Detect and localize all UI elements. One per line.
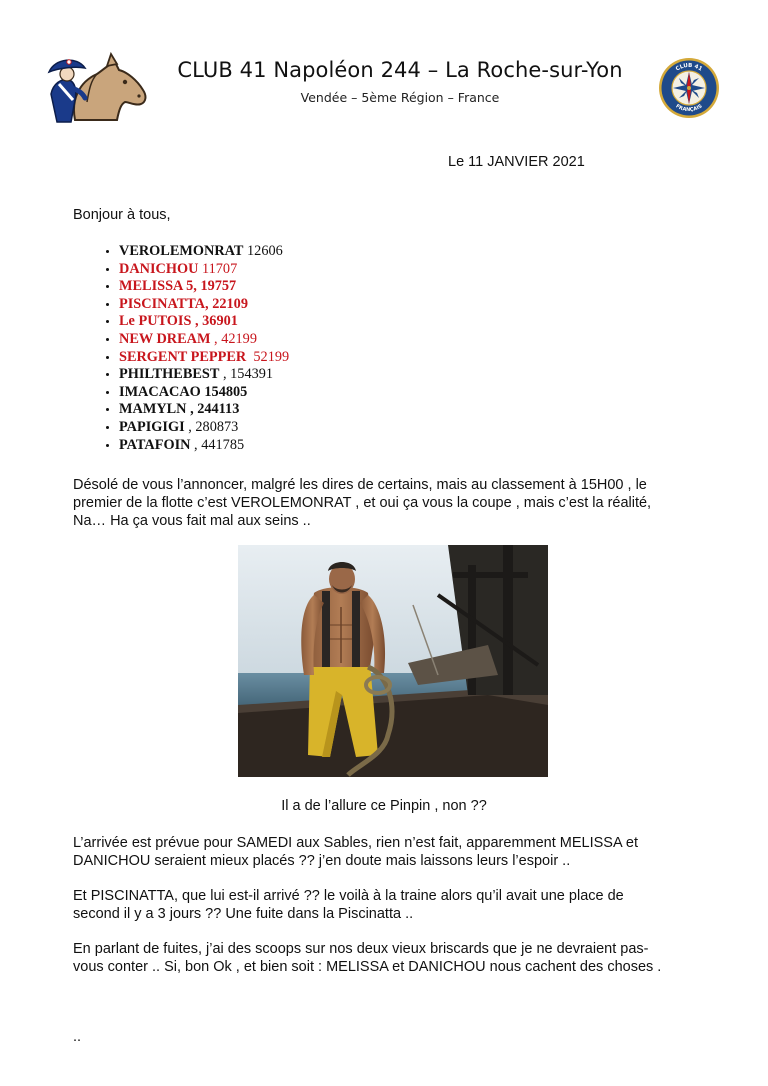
ranking-item bbox=[119, 437, 289, 455]
paragraph-line: En parlant de fuites, j’ai des scoops sur nos deux vieux briscards que je ne devraient pas- bbox=[73, 941, 649, 957]
boat-name: MAMYLN , bbox=[119, 401, 194, 418]
paragraph-line: DANICHOU seraient mieux placés ?? j’en doute mais laissons leurs l’espoir .. bbox=[73, 853, 571, 869]
separator: , bbox=[219, 366, 231, 383]
badge-top-text: CLUB 41 bbox=[674, 62, 704, 73]
ranking-item bbox=[119, 261, 289, 279]
boat-rank-value: 42199 bbox=[221, 330, 257, 347]
ranking-item bbox=[119, 278, 289, 296]
club-title: CLUB 41 Napoléon 244 – La Roche-sur-Yon bbox=[177, 58, 623, 82]
boat-name: PISCINATTA, bbox=[119, 295, 209, 312]
ranking-list bbox=[95, 243, 289, 454]
boat-name: Le PUTOIS , bbox=[119, 313, 199, 330]
ranking-item bbox=[119, 313, 289, 331]
boat-rank-value: 154805 bbox=[204, 383, 248, 400]
fisherman-photo bbox=[238, 545, 548, 777]
boat-rank-value: 244113 bbox=[197, 401, 240, 418]
club-41-badge bbox=[658, 57, 720, 119]
boat-name: NEW DREAM bbox=[119, 330, 211, 347]
boat-rank-value: 11707 bbox=[202, 260, 238, 277]
boat-rank-value: 441785 bbox=[201, 436, 245, 453]
club-subtitle: Vendée – 5ème Région – France bbox=[300, 90, 500, 105]
boat-name: DANICHOU bbox=[119, 260, 199, 277]
boat-name: SERGENT PEPPER bbox=[119, 348, 247, 365]
paragraph-line: Désolé de vous l’annoncer, malgré les dires de certains, mais au classement à 15H00 , le bbox=[73, 477, 647, 493]
paragraph-line: L’arrivée est prévue pour SAMEDI aux Sables, rien n’est fait, apparemment MELISSA et bbox=[73, 835, 638, 851]
boat-rank-value: 154391 bbox=[230, 366, 274, 383]
boat-rank-value: 36901 bbox=[202, 313, 238, 330]
ranking-item bbox=[119, 296, 289, 314]
paragraph-line: premier de la flotte c’est VEROLEMONRAT , et oui ça vous la coupe , mais c’est la réalité, bbox=[73, 495, 652, 511]
napoleon-horse-logo bbox=[45, 50, 153, 130]
paragraph-ranking-comment bbox=[73, 476, 713, 530]
ranking-item bbox=[119, 243, 289, 261]
boat-name: PHILTHEBEST bbox=[119, 366, 220, 383]
paragraph-line: second il y a 3 jours ?? Une fuite dans la Piscinatta .. bbox=[73, 906, 414, 922]
separator: , bbox=[190, 436, 202, 453]
boat-rank-value: 52199 bbox=[253, 348, 290, 365]
boat-name: MELISSA 5, bbox=[119, 278, 197, 295]
badge-bottom-text: FRANÇAIS bbox=[674, 103, 704, 114]
boat-rank-value: 12606 bbox=[247, 243, 283, 259]
photo-caption: Il a de l’allure ce Pinpin , non ?? bbox=[281, 798, 487, 814]
paragraph-line: Na… Ha ça vous fait mal aux seins .. bbox=[73, 513, 311, 529]
paragraph-piscinatta bbox=[73, 887, 713, 923]
paragraph-leaks bbox=[73, 940, 713, 976]
ranking-item bbox=[119, 331, 289, 349]
boat-name: VEROLEMONRAT bbox=[119, 243, 244, 259]
letter-date: Le 11 JANVIER 2021 bbox=[448, 154, 585, 170]
ranking-item bbox=[119, 366, 289, 384]
ranking-item bbox=[119, 401, 289, 419]
boat-name: IMACACAO bbox=[119, 383, 201, 400]
ranking-item bbox=[119, 419, 289, 437]
greeting: Bonjour à tous, bbox=[73, 207, 171, 223]
separator: , bbox=[210, 330, 222, 347]
ranking-item bbox=[119, 384, 289, 402]
trailing-dots: .. bbox=[73, 1029, 82, 1045]
boat-rank-value: 22109 bbox=[212, 295, 248, 312]
paragraph-line: Et PISCINATTA, que lui est-il arrivé ?? le voilà à la traine alors qu’il avait une place de bbox=[73, 888, 624, 904]
ranking-item bbox=[119, 349, 289, 367]
fisherman-image bbox=[238, 545, 548, 777]
paragraph-line: vous conter .. Si, bon Ok , et bien soit : MELISSA et DANICHOU nous cachent des choses . bbox=[73, 959, 662, 975]
compass-rose-icon bbox=[658, 57, 720, 119]
boat-rank-value: 19757 bbox=[200, 278, 237, 295]
boat-name: PATAFOIN bbox=[119, 436, 191, 453]
paragraph-arrival bbox=[73, 834, 713, 870]
boat-rank-value: 280873 bbox=[195, 418, 239, 435]
napoleon-horse-logo-icon bbox=[45, 50, 153, 130]
boat-name: PAPIGIGI bbox=[119, 418, 185, 435]
separator: , bbox=[184, 418, 196, 435]
